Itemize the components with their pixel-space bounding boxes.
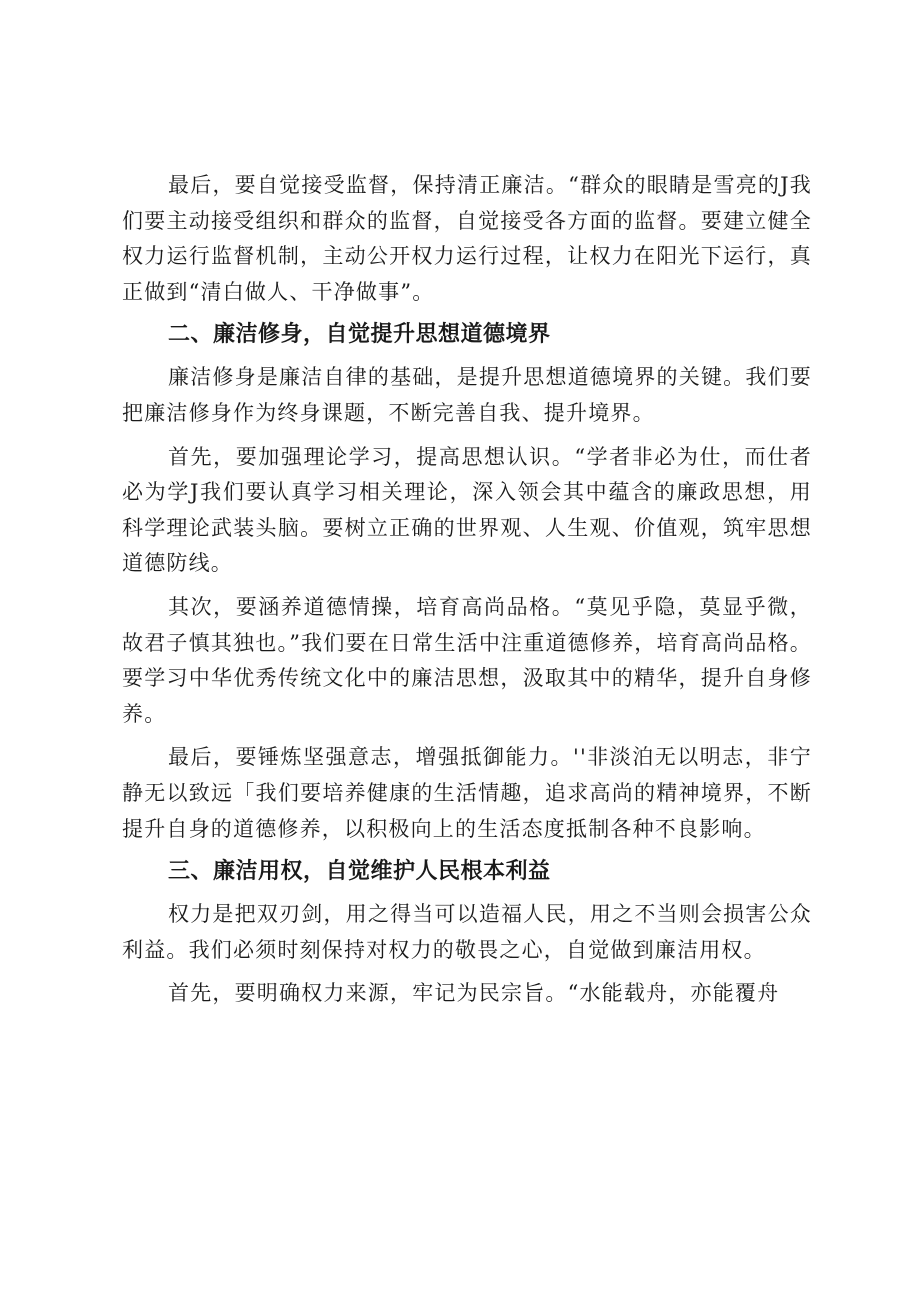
section-heading-two: 二、廉洁修身，自觉提升思想道德境界 [168,322,551,348]
paragraph-power-double-edged: 权力是把双刃剑，用之得当可以造福人民，用之不当则会损害公众利益。我们必须时刻保持对权力的敬畏之心，自觉做到廉洁用权。 [122,902,812,962]
paragraph-power-source: 首先，要明确权力来源，牢记为民宗旨。“水能载舟，亦能覆舟 [168,981,780,1006]
paragraph-moral-character: 其次，要涵养道德情操，培育高尚品格。“莫见乎隐，莫显乎微，故君子慎其独也。”我们要在日常生活中注重道德修养，培育高尚品格。要学习中华优秀传统文化中的廉洁思想，汲取其中的精华，提升自身修养。 [122,594,812,726]
paragraph-theory-study: 首先，要加强理论学习，提高思想认识。“学者非必为仕，而仕者必为学J我们要认真学习相关理论，深入领会其中蕴含的廉政思想，用科学理论武装头脑。要树立正确的世界观、人生观、价值观，筑牢思想道德防线。 [122,444,812,576]
section-heading-three: 三、廉洁用权，自觉维护人民根本利益 [168,859,551,885]
paragraph-willpower: 最后，要锤炼坚强意志，增强抵御能力。''非淡泊无以明志，非宁静无以致远「我们要培养健康的生活情趣，追求高尚的精神境界，不断提升自身的道德修养，以积极向上的生活态度抵制各种不良影响。 [122,745,812,841]
paragraph-supervision: 最后，要自觉接受监督，保持清正廉洁。“群众的眼睛是雪亮的J我们要主动接受组织和群众的监督，自觉接受各方面的监督。要建立健全权力运行监督机制，主动公开权力运行过程，让权力在阳光下运行，真正做到“清白做人、干净做事”。 [122,173,812,304]
paragraph-self-cultivation-intro: 廉洁修身是廉洁自律的基础，是提升思想道德境界的关键。我们要把廉洁修身作为终身课题，不断完善自我、提升境界。 [122,365,812,425]
document-page [122,168,812,1012]
